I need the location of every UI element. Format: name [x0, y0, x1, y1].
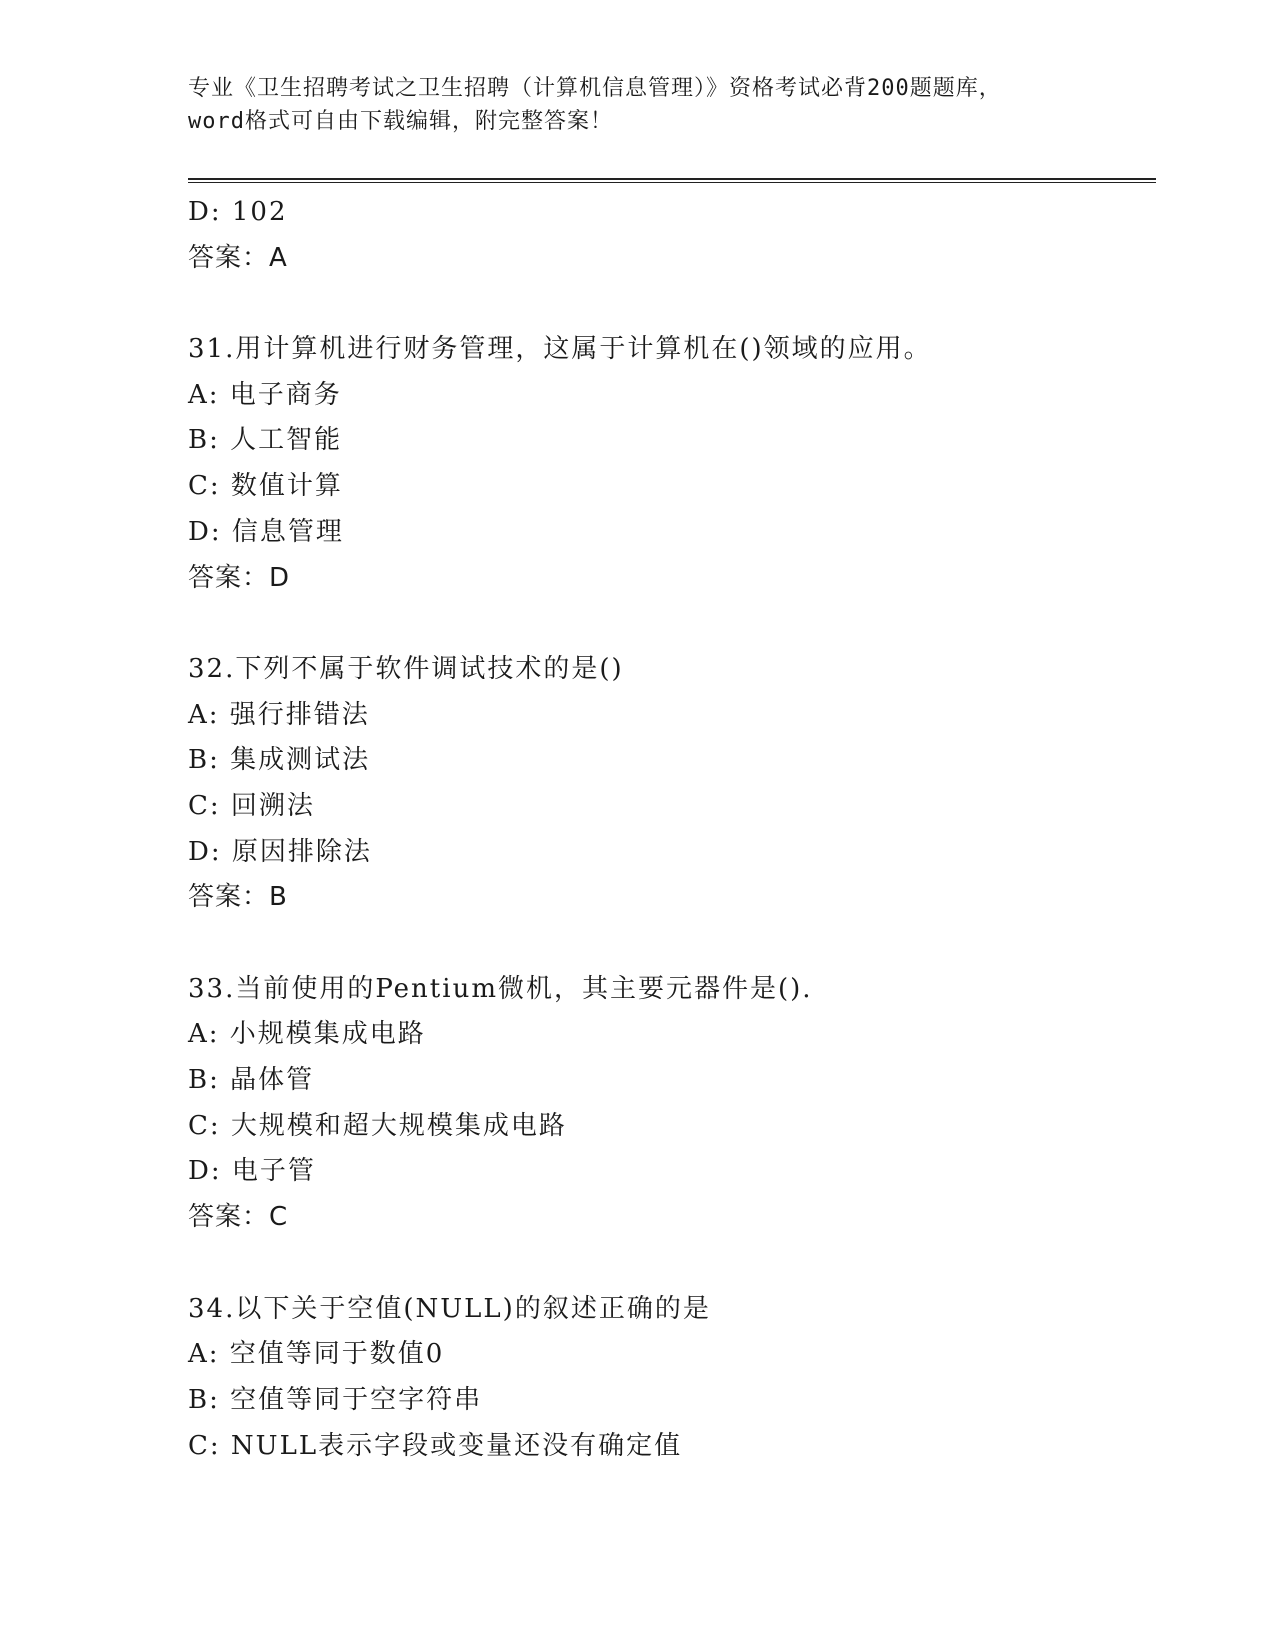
- question-stem: 34.以下关于空值(NULL)的叙述正确的是: [188, 1293, 711, 1324]
- option-b: B: 人工智能: [188, 425, 343, 456]
- answer-label: 答案：B: [188, 882, 288, 913]
- question-stem: 33.当前使用的Pentium微机，其主要元器件是().: [188, 973, 813, 1004]
- option-c: C: 回溯法: [188, 790, 315, 821]
- option-c: C: 大规模和超大规模集成电路: [188, 1110, 567, 1141]
- question-content: [188, 190, 1156, 1469]
- option-c: C: NULL表示字段或变量还没有确定值: [188, 1430, 683, 1461]
- question-stem: 32.下列不属于软件调试技术的是(): [188, 653, 624, 684]
- option-b: B: 集成测试法: [188, 745, 371, 776]
- question-34: [188, 1287, 1156, 1470]
- answer-label: 答案：A: [188, 242, 288, 273]
- question-stem: 31.用计算机进行财务管理，这属于计算机在()领域的应用。: [188, 334, 932, 365]
- option-d: D: 102: [188, 197, 288, 227]
- option-d: D: 信息管理: [188, 516, 344, 547]
- header-line-2: word格式可自由下载编辑，附完整答案！: [188, 109, 613, 134]
- option-b: B: 晶体管: [188, 1065, 315, 1096]
- option-c: C: 数值计算: [188, 471, 343, 502]
- question-33: [188, 967, 1156, 1241]
- option-a: A: 小规模集成电路: [188, 1019, 426, 1050]
- option-b: B: 空值等同于空字符串: [188, 1384, 483, 1415]
- answer-label: 答案：D: [188, 562, 291, 593]
- option-d: D: 原因排除法: [188, 836, 372, 867]
- option-a: A: 强行排错法: [188, 699, 370, 730]
- option-a: A: 空值等同于数值0: [188, 1339, 445, 1370]
- header-divider: [188, 178, 1156, 183]
- header-line-1: 专业《卫生招聘考试之卫生招聘（计算机信息管理）》资格考试必背200题题库，: [188, 76, 1002, 101]
- question-32: [188, 647, 1156, 921]
- option-a: A: 电子商务: [188, 379, 342, 410]
- option-d: D: 电子管: [188, 1156, 316, 1187]
- page-header: [188, 72, 1088, 138]
- answer-label: 答案：C: [188, 1202, 289, 1233]
- question-31: [188, 327, 1156, 601]
